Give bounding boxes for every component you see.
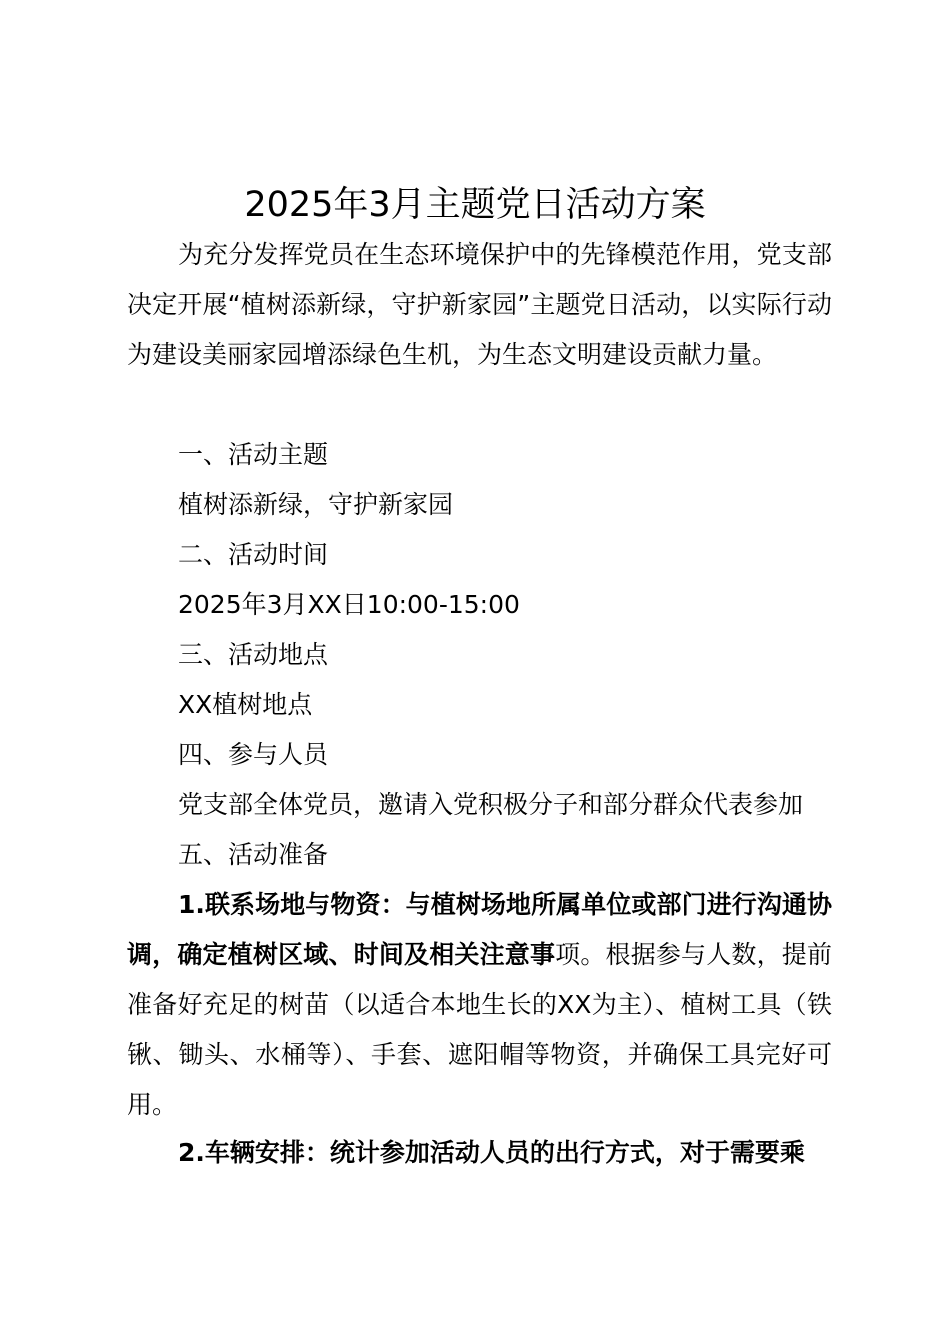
prep-item-1 [127, 880, 832, 1130]
section-text-theme: 植树添新绿，守护新家园 [178, 490, 454, 519]
section-heading-theme: 一、活动主题 [178, 440, 329, 469]
section-heading-participants: 四、参与人员 [178, 740, 329, 769]
prep-item-1-text: 项。根据参与人数，提前准备好充足的树苗（以适合本地生长的XX为主）、植树工具（铁锹、锄头、水桶等）、手套、遮阳帽等物资，并确保工具完好可用。 [127, 940, 832, 1119]
section-text-time: 2025年3月XX日10:00-15:00 [178, 590, 520, 619]
prep-item-2 [127, 1128, 832, 1178]
section-heading-time: 二、活动时间 [178, 540, 329, 569]
section-text-participants: 党支部全体党员，邀请入党积极分子和部分群众代表参加 [178, 790, 804, 819]
prep-item-2-bold: 2.车辆安排：统计参加活动人员的出行方式，对于需要乘 [178, 1138, 805, 1167]
section-heading-preparation: 五、活动准备 [178, 840, 329, 869]
section-heading-location: 三、活动地点 [178, 640, 329, 669]
section-text-location: XX植树地点 [178, 690, 313, 719]
page-title: 2025年3月主题党日活动方案 [244, 185, 706, 225]
intro-paragraph: 为充分发挥党员在生态环境保护中的先锋模范作用，党支部决定开展“植树添新绿，守护新家园”主题党日活动，以实际行动为建设美丽家园增添绿色生机，为生态文明建设贡献力量。 [127, 240, 832, 369]
prep-item-1-bold: 1.联系场地与物资：与植树场地所属单位或部门进行沟通协调，确定植树区域、时间及相关注意事 [127, 890, 832, 969]
